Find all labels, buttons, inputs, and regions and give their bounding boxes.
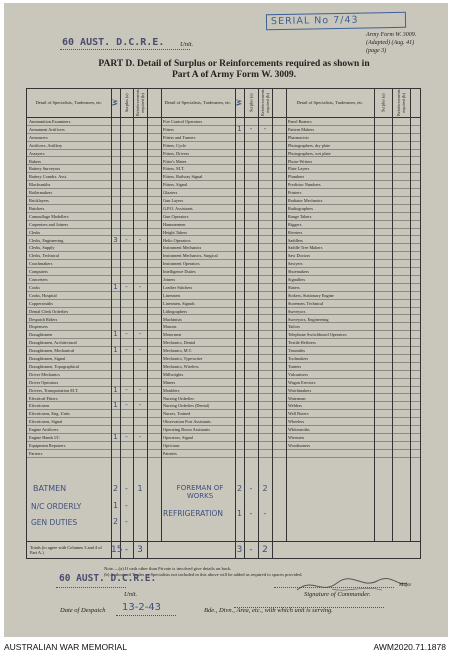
table-row <box>27 165 420 173</box>
specialist-name: Farriers <box>29 450 43 456</box>
specialist-name: Joiners <box>163 277 176 282</box>
hw-gen-w: 2 <box>112 517 119 526</box>
table-row <box>27 410 420 418</box>
despatch-label: Date of Despatch <box>60 607 106 614</box>
despatch-line <box>116 615 176 616</box>
specialist-name: Assayers <box>29 150 45 156</box>
specialist-name: Electricians <box>29 403 50 409</box>
table-row <box>27 237 420 245</box>
table-row <box>27 300 420 308</box>
table-row <box>27 308 420 316</box>
column-divider <box>286 89 287 541</box>
specialist-name: Artificers, Artillery <box>29 142 63 148</box>
specialist-name: Machinists <box>163 316 182 322</box>
specialist-name: Clerks, Technical <box>29 253 59 259</box>
specialist-name: Electricians, Eng. Units <box>29 411 70 417</box>
table-row <box>27 323 420 331</box>
specialist-name: Draughtsmen <box>29 332 53 338</box>
table-row <box>27 158 420 166</box>
hw-refrig-s: - <box>249 509 253 518</box>
specialist-name: Mechanics, M.T. <box>163 348 193 354</box>
specialist-name: Helio Operators <box>163 237 191 243</box>
footnote-1: Note.—(a) If cash other than Private is involved give details on back. <box>104 566 232 571</box>
hw-refrig-w: 1 <box>236 509 243 518</box>
specialist-name: Telephone Switchboard Operators <box>288 332 347 338</box>
table-row <box>27 150 420 158</box>
entry-s: - <box>125 235 128 244</box>
specialist-name: Watchmakers <box>288 387 312 393</box>
unit-label: Unit. <box>180 41 194 48</box>
hw-foreman-w: 2 <box>236 484 243 493</box>
specialist-name: Gun Layers <box>163 198 184 203</box>
specialist-name: Intelligence Duties <box>163 269 196 275</box>
specialist-name: Photographers, wet plate <box>288 150 331 156</box>
column-divider <box>374 89 375 541</box>
entry-r: - <box>138 385 142 394</box>
specialist-name: Nursing Orderlies <box>163 395 194 401</box>
caption-bar <box>0 640 452 653</box>
specialist-name: Electricians, Signal <box>29 419 63 425</box>
entry-fitters-w: 1 <box>237 124 242 133</box>
specialist-name: Fitters, Cycle <box>163 142 187 148</box>
specialist-name: Fitters and Turners <box>163 134 196 140</box>
specialist-name: Nurses, Trained <box>163 411 191 417</box>
serial-stamp: SERIAL No 7/43 <box>266 12 406 30</box>
table-row <box>27 355 420 363</box>
hw-foreman: FOREMAN OF WORKS <box>176 484 224 500</box>
entry-r: - <box>138 401 142 410</box>
total-r2: 2 <box>262 545 268 555</box>
entry-fitters-s: - <box>249 124 253 133</box>
table-row <box>27 173 420 181</box>
header-surplus-1: Surplus (a) <box>124 93 129 113</box>
entry-s: - <box>125 385 128 394</box>
specialist-name: Pharmacists <box>288 134 309 140</box>
table-row <box>27 205 420 213</box>
table-row <box>27 134 420 142</box>
hw-batmen-w: 2 <box>112 484 119 493</box>
title-line: PART D. Detail of Surplus or Reinforcements required as shown in <box>98 59 370 69</box>
table-row <box>27 213 420 221</box>
table-row <box>27 197 420 205</box>
specialist-name: Pattern Makers <box>288 126 315 132</box>
specialist-name: Fitters <box>163 126 174 132</box>
specialist-name: Clerks, Supply <box>29 245 55 251</box>
total-s1: - <box>124 545 129 555</box>
header-detail-2: Detail of Specialists, Tradesmen, etc. <box>164 100 232 105</box>
specialist-name: Riveters <box>288 229 303 235</box>
specialist-name: Wagon Erectors <box>288 379 316 385</box>
entry-r: - <box>138 346 142 355</box>
table-row <box>27 426 420 434</box>
table-row <box>27 387 420 395</box>
column-divider <box>111 89 112 541</box>
specialist-name: Computers <box>29 269 48 275</box>
specialist-name: Well Borers <box>288 411 309 417</box>
hw-foreman-s: - <box>249 484 253 493</box>
specialist-name: Photographers, dry plate <box>288 142 331 148</box>
table-row <box>27 379 420 387</box>
specialist-name: Opticians <box>163 442 180 448</box>
table-row <box>27 126 420 134</box>
specialist-name: Camouflage Modellers <box>29 213 69 219</box>
entry-w: 1 <box>113 401 118 410</box>
table-row <box>27 347 420 355</box>
specialist-name: Cooks, Hospital <box>29 292 57 298</box>
table-row <box>27 442 420 450</box>
hw-batmen-r: 1 <box>137 484 143 493</box>
table-row <box>27 450 420 458</box>
specialist-name: Instrument Operators <box>163 261 200 267</box>
specialist-name: Armourers <box>29 134 48 140</box>
specialist-name: Vulcanisers <box>288 371 309 377</box>
specialist-name: Moulders <box>163 387 180 393</box>
specialist-name: Dental Clerk Orderlies <box>29 308 69 314</box>
unit-line-footer <box>56 587 126 588</box>
specialist-name: Shoemakers <box>288 269 310 275</box>
specialist-name: Blacksmiths <box>29 182 51 188</box>
total-r1: 3 <box>137 545 143 555</box>
specialist-name: Wiremen <box>288 435 304 440</box>
specialist-name: Clerks <box>29 229 41 235</box>
specialists-table <box>26 88 421 542</box>
total-s2: - <box>249 545 253 555</box>
signature-label: Signature of Commander. <box>304 591 371 598</box>
specialist-name: Panel Beaters <box>288 119 312 124</box>
hw-orderly: N/C ORDERLY <box>31 502 82 511</box>
table-row <box>27 371 420 379</box>
specialist-name: Photo-Writers <box>288 158 313 164</box>
specialist-name: Draughtsmen, Mechanical <box>29 348 75 354</box>
table-row <box>27 402 420 410</box>
specialist-name: Mechanics, Typewriter <box>163 356 203 361</box>
hw-gen-duties: GEN DUTIES <box>31 518 78 527</box>
specialist-name: Battery Comdrs. Asst. <box>29 174 67 180</box>
table-row <box>27 418 420 426</box>
specialist-name: Bakers <box>29 158 41 164</box>
specialist-name: Gun Operators <box>163 213 189 219</box>
table-row <box>27 244 420 252</box>
form-reference <box>366 31 446 55</box>
specialist-name: Engine Artificers <box>29 427 59 433</box>
entry-w: 1 <box>113 433 118 441</box>
rank-major: Major <box>399 583 412 588</box>
entry-w: 1 <box>113 346 118 355</box>
specialist-name: Surveyors <box>288 308 306 314</box>
specialist-name: Millwrights <box>163 371 184 377</box>
table-row <box>27 284 420 292</box>
title-line: Part A of Army Form W. 3009. <box>171 70 296 80</box>
entry-r: - <box>138 330 142 339</box>
form-ref-line: (page 3) <box>366 48 387 54</box>
caption-left: AUSTRALIAN WAR MEMORIAL <box>4 642 127 652</box>
footnote-2: (b) Authorized Trades or Specialists not included in this above will be added as required to spaces provided. <box>104 572 303 577</box>
specialist-name: Driver Mechanics <box>29 371 60 377</box>
table-row <box>27 316 420 324</box>
hw-gen-s: - <box>125 517 128 526</box>
entry-s: - <box>125 330 128 339</box>
specialist-name: Coachmakers <box>29 261 53 267</box>
table-row <box>27 181 420 189</box>
specialist-name: Height Takers <box>163 229 188 235</box>
specialist-name: Draughtsmen, Topographical <box>29 363 79 369</box>
specialist-name: Fitter's Mates <box>163 158 187 164</box>
header-detail-1: Detail of Specialists, Tradesmen, etc. <box>35 100 103 105</box>
specialist-name: Linesmen <box>163 292 180 298</box>
column-divider <box>161 89 162 541</box>
page-title <box>44 59 424 81</box>
specialist-name: Saw Doctors <box>288 253 311 259</box>
specialist-name: Coppersmiths <box>29 300 53 306</box>
specialist-name: Mechanics, Dental <box>163 340 196 346</box>
header-surplus-3: Surplus (a) <box>380 93 386 113</box>
specialist-name: Mechanics, Wireless <box>163 363 199 369</box>
header-reinf-2: Reinforcements required (b) <box>260 89 270 117</box>
specialist-name: Waterman <box>288 395 306 401</box>
specialist-name: Carpenters and Joiners <box>29 221 69 227</box>
header-reinf-1: Reinforcements required (b) <box>135 89 145 117</box>
hw-refrig-r: - <box>263 509 267 518</box>
column-divider <box>147 89 148 541</box>
table-row <box>27 331 420 339</box>
specialist-name: G.P.O. Assistants <box>163 205 193 211</box>
specialist-name: Miners <box>163 379 176 385</box>
specialist-name: Fire Control Operators <box>163 119 203 124</box>
table-row <box>27 229 420 237</box>
column-divider <box>392 89 393 541</box>
table-row <box>27 142 420 150</box>
entry-s: - <box>125 401 128 410</box>
specialist-name: Toolmakers <box>288 356 309 361</box>
specialist-name: Painters <box>163 450 177 456</box>
specialist-name: Woodturners <box>288 442 311 448</box>
specialist-name <box>286 450 374 458</box>
totals-row <box>26 542 421 559</box>
unit-stamp: 60 AUST. D.C.R.E. <box>62 37 165 48</box>
table-row <box>27 339 420 347</box>
specialist-name: Riggers <box>288 221 302 227</box>
specialist-name: Boilermakers <box>29 190 53 196</box>
specialist-name: Glaziers <box>163 190 178 196</box>
entry-w: 1 <box>113 330 118 339</box>
specialist-name: Tailors <box>288 324 300 330</box>
specialist-name: Slaters <box>288 284 300 290</box>
header-surplus-2: Surplus (a) <box>248 93 254 113</box>
specialist-name: Electrical Fitters <box>29 395 58 401</box>
header-detail-3: Detail of Specialists, Tradesmen, etc. <box>296 100 364 105</box>
hw-refrigeration: REFRIGERATION <box>163 509 223 518</box>
specialist-name: Equipment Repairers <box>29 442 66 448</box>
specialist-name: Observation Post Assistants <box>163 419 211 425</box>
totals-label: Totals (to agree with Columns 3 and 4 of Part A.) <box>30 545 102 555</box>
specialist-name: Ammunition Examiners <box>29 119 71 124</box>
form-ref-line: Army Form W. 3009. <box>366 32 417 38</box>
bde-label: Bde., Divn., Area, etc., with which unit is serving. <box>204 607 333 614</box>
specialist-name: Instrument Mechanics, Surgical <box>163 253 218 259</box>
header-mark-2: W <box>235 99 244 107</box>
table-row <box>27 276 420 284</box>
specialist-name: Range Takers <box>288 213 312 219</box>
entry-r: - <box>138 282 142 291</box>
specialist-name: Predictor Numbers <box>288 182 321 188</box>
column-divider <box>258 89 259 541</box>
specialist-name: Linesmen, Signals <box>163 300 195 306</box>
entry-s: - <box>125 346 128 355</box>
entry-w: 1 <box>113 385 118 394</box>
entry-fitters-r: - <box>263 124 267 133</box>
specialist-name: Plumbers <box>288 174 305 180</box>
specialist-name: Despatch Riders <box>29 316 58 322</box>
specialist-name: Operators, Signal <box>163 435 194 440</box>
specialist-name: Lithographers <box>163 308 188 314</box>
hw-batmen-s: - <box>125 484 128 493</box>
total-w2: 3 <box>236 545 243 555</box>
table-row <box>27 268 420 276</box>
specialist-name: Cooks <box>29 284 40 290</box>
column-divider <box>410 89 411 541</box>
entry-w: 3 <box>113 235 118 244</box>
specialist-name: Armament Artificers <box>29 126 65 132</box>
caption-right: AWM2020.71.1878 <box>373 642 446 652</box>
specialist-name: Fitters, Drivers <box>163 150 190 156</box>
specialist-name: Clerks, Engineering <box>29 237 64 243</box>
specialist-name: Motormen <box>163 332 182 338</box>
form-page <box>4 3 448 637</box>
header-mark-1: W <box>111 99 120 107</box>
specialist-name: Operating Room Assistants <box>163 427 211 433</box>
column-divider <box>120 89 121 541</box>
column-divider <box>244 89 245 541</box>
specialist-name: Tinsmiths <box>288 348 306 354</box>
specialist-name: Draughtsmen, Architectural <box>29 340 77 346</box>
table-row <box>27 292 420 300</box>
table-row <box>27 252 420 260</box>
despatch-date: 13-2-43 <box>122 602 162 613</box>
specialist-name: Instrument Mechanics <box>163 245 202 251</box>
specialist-name: Fitters, M.T. <box>163 166 185 172</box>
header-reinf-3: Reinforcements required (b) <box>396 89 406 117</box>
column-divider <box>235 89 236 541</box>
total-w1: 15 <box>111 545 123 555</box>
specialist-name: Engine Hands I/C <box>29 435 60 440</box>
specialist-name: Stokers, Stationary Engine <box>288 292 334 298</box>
specialist-name: Welders <box>288 403 302 409</box>
specialist-name: Draughtsmen, Signal <box>29 356 66 361</box>
specialist-name: Nursing Orderlies (Dental) <box>163 403 210 409</box>
table-row <box>27 363 420 371</box>
table-row <box>27 434 420 442</box>
specialist-name: Fitters, Signal <box>163 182 188 188</box>
specialist-name: Radiator Mechanics <box>288 198 323 203</box>
specialist-name: Storemen, Technical <box>288 300 324 306</box>
specialist-name: Sawyers <box>288 261 303 267</box>
column-divider <box>272 89 273 541</box>
specialist-name: Printers <box>288 190 302 196</box>
hw-foreman-r: 2 <box>262 484 268 493</box>
entry-r: - <box>138 433 142 441</box>
table-row <box>27 260 420 268</box>
hw-orderly-s: - <box>125 501 128 510</box>
unit-line <box>60 49 190 50</box>
entry-s: - <box>125 433 128 441</box>
entry-s: - <box>125 282 128 291</box>
specialist-name: Concreters <box>29 277 48 282</box>
specialist-name: Leather Stitchers <box>163 284 193 290</box>
table-row <box>27 221 420 229</box>
specialist-name: Whitesmiths <box>288 427 310 433</box>
specialist-name: Radiographers <box>288 205 314 211</box>
specialist-name: Masons <box>163 324 177 330</box>
column-divider <box>133 89 134 541</box>
specialist-name: Signallers <box>288 277 306 282</box>
specialist-name: Bricklayers <box>29 198 49 203</box>
specialist-name: Dispensers <box>29 324 48 330</box>
table-row <box>27 395 420 403</box>
unit-label-footer: Unit. <box>124 591 138 598</box>
specialist-name: Driver Operators <box>29 379 59 385</box>
specialist-name: Saddlers <box>288 237 303 243</box>
specialist-name: Textile Refitters <box>288 340 316 346</box>
specialist-name: Surveyors, Engineering <box>288 316 329 322</box>
entry-w: 1 <box>113 282 118 291</box>
hw-orderly-w: 1 <box>112 501 119 510</box>
specialist-name: Plate Layers <box>288 166 310 172</box>
table-row <box>27 118 420 126</box>
specialist-name: Butchers <box>29 205 45 211</box>
specialist-name: Hammermen <box>163 221 186 227</box>
specialist-name: Turners <box>288 363 302 369</box>
table-row <box>27 189 420 197</box>
specialist-name: Fitters, Railway Signal <box>163 174 203 180</box>
unit-stamp-footer: 60 AUST. D.C.R.E. <box>59 573 157 584</box>
form-ref-line: (Adapted) (Aug. 41) <box>366 40 415 46</box>
entry-r: - <box>138 235 142 244</box>
specialist-name: Wheelers <box>288 419 305 425</box>
specialist-name: Drivers, Transportation M.T. <box>29 387 79 393</box>
specialist-name: Battery Surveyors <box>29 166 61 172</box>
hw-batmen: BATMEN <box>33 484 67 493</box>
specialist-name: Saddle Tree Makers <box>288 245 323 251</box>
